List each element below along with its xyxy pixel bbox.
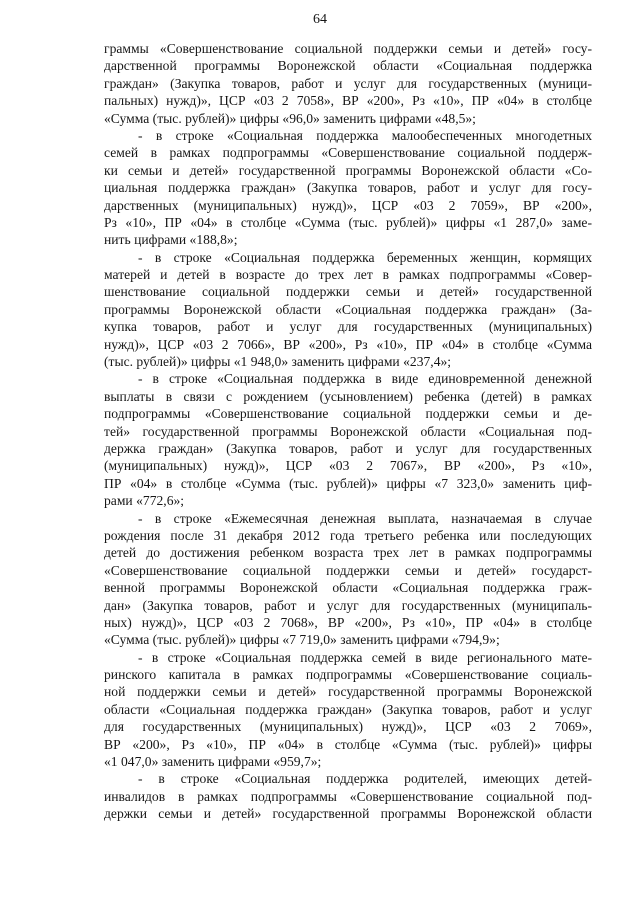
paragraph bbox=[104, 249, 592, 371]
text-line: - в строке «Ежемесячная денежная выплата, назначаемая в случае bbox=[138, 510, 592, 526]
text-line: граждан» (Закупка товаров, работ и услуг для государственных (муници- bbox=[104, 75, 592, 91]
paragraph bbox=[104, 770, 592, 822]
text-line: ных) нужд)», ЦСР «03 2 7068», ВР «200», Рз «10», ПР «04» в столбце bbox=[104, 614, 592, 630]
text-line: подпрограммы «Совершенствование социальной поддержки семьи и де- bbox=[104, 406, 592, 422]
text-line: - в строке «Социальная поддержка малообеспеченных многодетных bbox=[138, 127, 592, 143]
paragraph bbox=[104, 649, 592, 771]
text-line: «1 047,0» заменить цифрами «959,7»; bbox=[104, 754, 322, 770]
text-line: (тыс. рублей)» цифры «1 948,0» заменить цифрами «237,4»; bbox=[104, 354, 452, 370]
text-line: программы Воронежской области «Социальная поддержка граждан» (За- bbox=[104, 301, 592, 317]
text-line: держка граждан» (Закупка товаров, работ и услуг для государственных bbox=[104, 440, 592, 456]
text-line: ринского капитала в рамках подпрограммы «Совершенствование социаль- bbox=[104, 667, 592, 683]
text-line: области «Социальная поддержка граждан» (Закупка товаров, работ и услуг bbox=[104, 701, 592, 717]
page-number: 64 bbox=[313, 12, 327, 27]
paragraph bbox=[104, 127, 592, 249]
paragraph bbox=[104, 40, 592, 127]
text-line: шенствование социальной поддержки семьи и детей» государственной bbox=[104, 284, 592, 300]
text-line: нужд)», ЦСР «03 2 7066», ВР «200», Рз «10», ПР «04» в столбце «Сумма bbox=[104, 336, 592, 352]
text-line: дарственной программы Воронежской области «Социальная поддержка bbox=[104, 58, 592, 74]
text-line: детей до достижения ребенком возраста трех лет в рамках подпрограммы bbox=[104, 545, 592, 561]
text-line: дан» (Закупка товаров, работ и услуг для государственных (муниципаль- bbox=[104, 597, 592, 613]
text-line: тей» государственной программы Воронежской области «Социальная под- bbox=[104, 423, 592, 439]
text-line: - в строке «Социальная поддержка родителей, имеющих детей- bbox=[138, 771, 592, 787]
text-line: ной поддержки семьи и детей» государственной программы Воронежской bbox=[104, 684, 592, 700]
body-text bbox=[104, 40, 592, 823]
text-line: дарственных (муниципальных) нужд)», ЦСР «03 2 7059», ВР «200», bbox=[104, 197, 592, 213]
text-line: выплаты в связи с рождением (усыновлением) ребенка (детей) в рамках bbox=[104, 388, 592, 404]
text-line: рождения после 31 декабря 2012 года третьего ребенка или последующих bbox=[104, 527, 592, 543]
text-line: - в строке «Социальная поддержка беременных женщин, кормящих bbox=[138, 249, 592, 265]
text-line: инвалидов в рамках подпрограммы «Совершенствование социальной под- bbox=[104, 788, 592, 804]
text-line: нить цифрами «188,8»; bbox=[104, 232, 238, 248]
text-line: (муниципальных) нужд)», ЦСР «03 2 7067», ВР «200», Рз «10», bbox=[104, 458, 592, 474]
text-line: пальных) нужд)», ЦСР «03 2 7058», ВР «200», Рз «10», ПР «04» в столбце bbox=[104, 93, 592, 109]
text-line: - в строке «Социальная поддержка в виде единовременной денежной bbox=[138, 371, 592, 387]
text-line: держки семьи и детей» государственной программы Воронежской области bbox=[104, 806, 592, 822]
text-line: Рз «10», ПР «04» в столбце «Сумма (тыс. рублей)» цифры «1 287,0» заме- bbox=[104, 214, 592, 230]
text-line: ки семьи и детей» государственной программы Воронежской области «Со- bbox=[104, 162, 592, 178]
text-line: граммы «Совершенствование социальной поддержки семьи и детей» госу- bbox=[104, 41, 592, 56]
paragraph bbox=[104, 510, 592, 649]
text-line: семей в рамках подпрограммы «Совершенствование социальной поддерж- bbox=[104, 145, 592, 161]
text-line: циальная поддержка граждан» (Закупка товаров, работ и услуг для госу- bbox=[104, 180, 592, 196]
text-line: «Сумма (тыс. рублей)» цифры «96,0» заменить цифрами «48,5»; bbox=[104, 110, 476, 126]
text-line: венной программы Воронежской области «Социальная поддержка граж- bbox=[104, 580, 592, 596]
text-line: для государственных (муниципальных) нужд)», ЦСР «03 2 7069», bbox=[104, 719, 592, 735]
text-line: «Совершенствование социальной поддержки семьи и детей» государст- bbox=[104, 562, 592, 578]
paragraph bbox=[104, 370, 592, 509]
text-line: - в строке «Социальная поддержка семей в виде регионального мате- bbox=[138, 649, 592, 665]
text-line: матерей и детей в возрасте до трех лет в рамках подпрограммы «Совер- bbox=[104, 267, 592, 283]
text-line: купка товаров, работ и услуг для государственных (муниципальных) bbox=[104, 319, 592, 335]
text-line: «Сумма (тыс. рублей)» цифры «7 719,0» заменить цифрами «794,9»; bbox=[104, 632, 500, 648]
text-line: рами «772,6»; bbox=[104, 493, 185, 509]
text-line: ПР «04» в столбце «Сумма (тыс. рублей)» цифры «7 323,0» заменить циф- bbox=[104, 475, 592, 491]
text-line: ВР «200», Рз «10», ПР «04» в столбце «Сумма (тыс. рублей)» цифры bbox=[104, 736, 592, 752]
